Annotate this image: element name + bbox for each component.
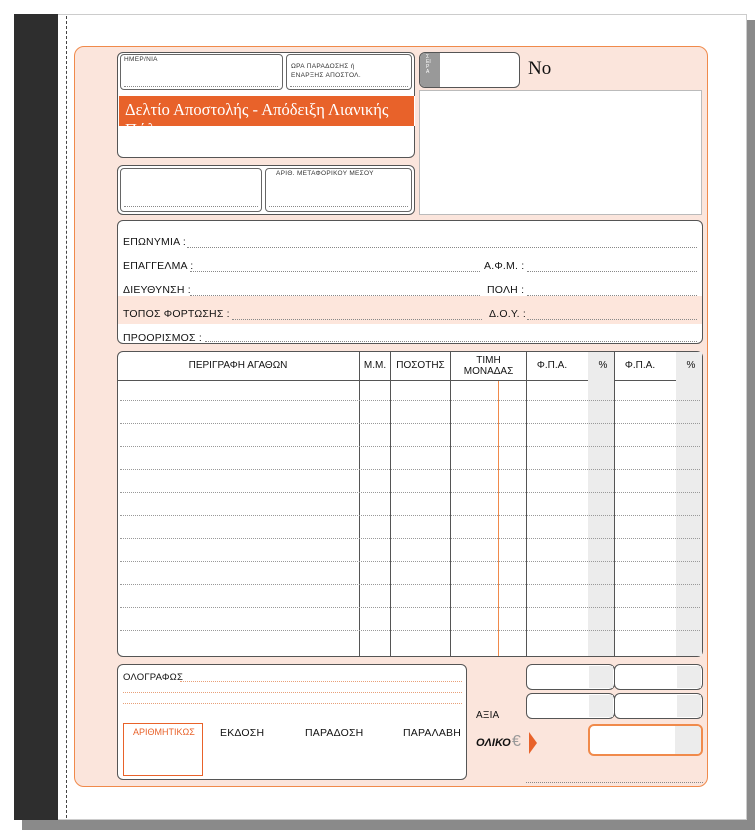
document-title: Δελτίο Αποστολής - Απόδειξη Λιανικής Πώλησης — [119, 96, 415, 126]
col-line-unit — [359, 352, 360, 656]
total-amount-shade — [675, 726, 701, 754]
series-label: ΣΕΙΡΑ — [426, 54, 431, 75]
vehicle-left-dots — [124, 206, 258, 207]
address-label: ΔΙΕΥΘΥΝΣΗ : — [123, 284, 191, 296]
vehicle-label: ΑΡΙΘ. ΜΕΤΑΦΟΡΙΚΟΥ ΜΕΣΟΥ — [276, 170, 374, 177]
in-words-line-2[interactable] — [123, 692, 462, 693]
profession-label: ΕΠΑΓΓΕΛΜΑ : — [123, 260, 194, 272]
table-row[interactable] — [120, 515, 700, 516]
table-row[interactable] — [120, 584, 700, 585]
vat2-sum-shade — [677, 666, 701, 688]
col-price-1: ΤΙΜΗ — [476, 355, 501, 366]
currency-symbol: € — [512, 733, 521, 750]
table-row[interactable] — [120, 561, 700, 562]
address-line[interactable] — [190, 295, 480, 296]
perforation-line — [66, 16, 67, 818]
col-price-2: ΜΟΝΑΔΑΣ — [463, 366, 514, 377]
name-label: ΕΠΩΝΥΜΙΑ : — [123, 236, 186, 248]
city-label: ΠΟΛΗ : — [487, 284, 525, 296]
col-line-vat1 — [526, 352, 527, 656]
doy-label: Δ.Ο.Υ. : — [489, 308, 527, 320]
table-row[interactable] — [120, 400, 700, 401]
customer-box — [117, 220, 703, 344]
name-line[interactable] — [187, 247, 697, 248]
profession-line[interactable] — [190, 271, 480, 272]
table-row[interactable] — [120, 492, 700, 493]
value-label: ΑΞΙΑ — [476, 710, 500, 721]
total-label: ΟΛΙΚΟ — [476, 737, 511, 749]
col-unit: Μ.Μ. — [363, 360, 387, 371]
table-row[interactable] — [120, 607, 700, 608]
afm-line[interactable] — [527, 271, 697, 272]
in-words-line-1[interactable] — [180, 681, 462, 682]
in-words-label: ΟΛΟΓΡΑΦΩΣ — [123, 672, 184, 683]
destination-label: ΠΡΟΟΡΙΣΜΟΣ : — [123, 332, 202, 344]
destination-line[interactable] — [205, 341, 697, 342]
numeric-label: ΑΡΙΘΜΗΤΙΚΩΣ — [133, 727, 195, 737]
col-quantity: ΠΟΣΟΤΗΣ — [396, 360, 445, 371]
number-label: No — [528, 58, 552, 79]
loading-place-label: ΤΟΠΟΣ ΦΟΡΤΩΣΗΣ : — [123, 308, 230, 320]
binding-spine — [14, 14, 58, 820]
issue-label: ΕΚΔΟΣΗ — [220, 727, 265, 739]
time-label-1: ΩΡΑ ΠΑΡΑΔΟΣΗΣ ή — [291, 63, 355, 70]
city-line[interactable] — [527, 295, 697, 296]
loading-place-line[interactable] — [232, 319, 482, 320]
in-words-line-3[interactable] — [123, 703, 462, 704]
table-row[interactable] — [120, 538, 700, 539]
col-vat1-pct: % — [598, 360, 608, 371]
vehicle-number-dots — [269, 206, 408, 207]
delivery-label: ΠΑΡΑΔΟΣΗ — [305, 727, 364, 739]
vat1-pct-shade — [588, 352, 614, 656]
col-vat2: Φ.Π.Α. — [624, 360, 656, 371]
doy-line[interactable] — [527, 319, 697, 320]
table-row[interactable] — [120, 423, 700, 424]
date-label: ΗΜΕΡ/ΝΙΑ — [124, 56, 158, 63]
col-line-vat2 — [614, 352, 615, 656]
col-vat1: Φ.Π.Α. — [536, 360, 568, 371]
col-description: ΠΕΡΙΓΡΑΦΗ ΑΓΑΘΩΝ — [188, 360, 288, 371]
date-dots — [124, 86, 278, 87]
col-line-qty — [390, 352, 391, 656]
items-table — [117, 351, 703, 657]
vat2-pct-shade — [676, 352, 702, 656]
receipt-label: ΠΑΡΑΛΑΒΗ — [403, 727, 462, 739]
time-label-2: ΕΝΑΡΞΗΣ ΑΠΟΣΤΟΛ. — [291, 72, 361, 79]
value1-shade — [589, 695, 613, 717]
signature-line[interactable] — [526, 782, 703, 783]
header-right-panel[interactable] — [419, 90, 702, 215]
total-arrow-icon — [529, 732, 537, 754]
vat1-sum-shade — [589, 666, 613, 688]
table-row[interactable] — [120, 446, 700, 447]
value2-shade — [677, 695, 701, 717]
col-line-price — [450, 352, 451, 656]
time-dots — [290, 86, 408, 87]
table-row[interactable] — [120, 469, 700, 470]
col-vat2-pct: % — [686, 360, 696, 371]
table-row[interactable] — [120, 630, 700, 631]
afm-label: Α.Φ.Μ. : — [484, 260, 525, 272]
